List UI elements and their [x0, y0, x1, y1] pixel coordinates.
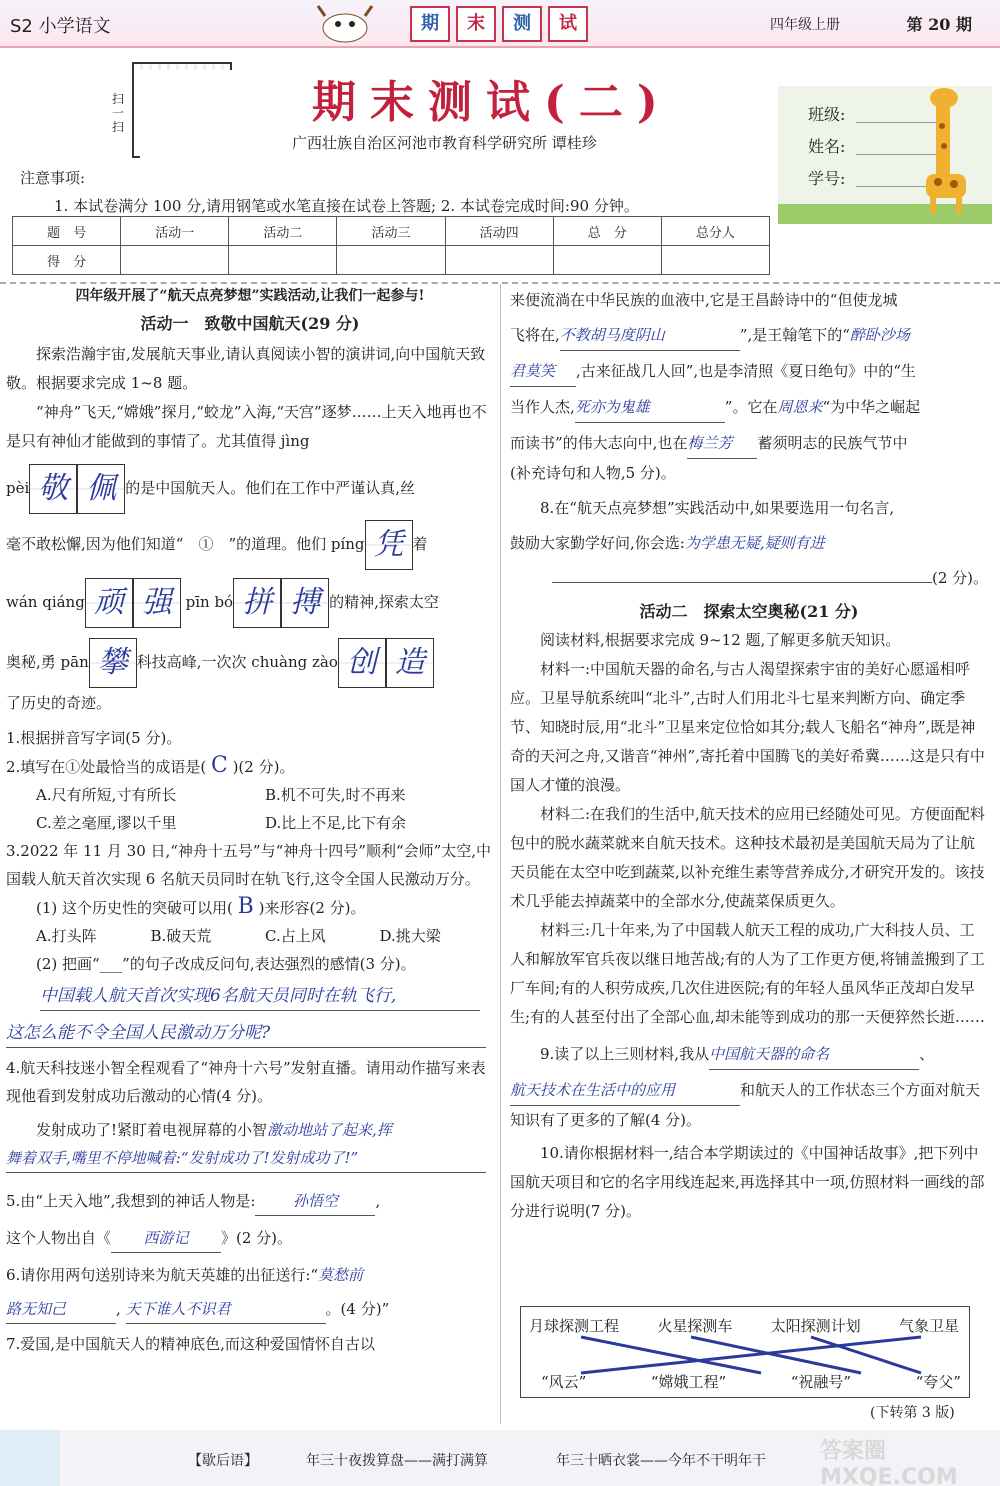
answer-5-2[interactable]: 西游记: [111, 1224, 221, 1253]
intro-line: 四年级开展了“航天点亮梦想”实践活动,让我们一起参与!: [75, 288, 425, 304]
giraffe-icon: [918, 86, 974, 216]
answer-3-2-line2[interactable]: 这怎么能不令全国人民激动万分呢?: [6, 1019, 486, 1048]
answer-7-3[interactable]: 君莫笑: [510, 357, 576, 387]
notes-line: 1. 本试卷满分 100 分,请用钢笔或水笔直接在试卷上答题; 2. 本试卷完成时间:90 分钟。: [54, 197, 639, 215]
material-3: 材料三:几十年来,为了中国载人航天工程的成功,广大科技人员、工人和解放军官兵夜以继日地苦战;有的人为了工作更方便,将铺盖搬到了工厂车间;有的人积劳成疾,几次住进医院;有的年轻人虽风华正茂却白发早生;有的人甚至付出了全部心血,却未能等到成功的那一天便猝然长逝……: [510, 921, 985, 1026]
footer-saying-1: 年三十夜拨算盘——满打满算: [306, 1453, 488, 1469]
tag-4: 试: [548, 6, 588, 42]
material-2: 材料二:在我们的生活中,航天技术的应用已经随处可见。方便面配料包中的脱水蔬菜就来自航天技术。这种技术最初是美国航天局为了让航天员能在太空中吃到蔬菜,以补充维生素等营养成分,才研究开发的。该技术几乎能去掉蔬菜中的全部水分,使蔬菜保质更久。: [510, 805, 985, 910]
cell: 总 分: [553, 217, 661, 246]
notes: [20, 164, 639, 220]
watermark: 答案圈 MXQE.COM: [820, 1439, 958, 1486]
match-bottom-item[interactable]: “嫦娥工程”: [650, 1373, 727, 1391]
score-table-row: [13, 246, 770, 275]
matching-box: [520, 1306, 970, 1398]
answer-4-line1[interactable]: 激动地站了起来,挥: [267, 1120, 392, 1139]
footer-label: 【歇后语】: [188, 1453, 258, 1469]
answer-6-1[interactable]: 莫愁前: [318, 1265, 364, 1284]
match-bottom-item[interactable]: “风云”: [541, 1373, 587, 1391]
answer-box[interactable]: 佩: [77, 464, 125, 514]
question-3: 3.2022 年 11 月 30 日,“神舟十五号”与“神舟十四号”顺利“会师”太空,中国载人航天首次实现 6 名航天员同时在轨飞行,这令全国人民激动万分。: [6, 841, 492, 888]
text: 飞将在,: [510, 326, 560, 344]
cell: 活动三: [337, 217, 445, 246]
left-column: 四年级开展了“航天点亮梦想”实践活动,让我们一起参与! 活动一 致敬中国航天(29 分) 探索浩瀚宇宙,发展航天事业,请认真阅读小智的演讲词,向中国航天致敬。根据要求完成 1~8 题。 “神舟”飞天,“嫦娥”探月,“蛟龙”入海,“天宫”逐梦……上天入地再也不是只有神仙才能做到的事情了。尤其值得 jìng pèi 敬 佩 的是中国航天人。他们在工作中严谨认真,丝 毫不敢松懈,因为他们知道“ ① ”的道理。他们 píng 凭 着 wán qiáng 顽 强 pīn bó 拼 搏 的精神,探索太空 奥秘,勇 pān 攀 科技高峰,一次次 chuàng zào 创 造 了历史的奇迹。 1.根据拼音写字词(5 分)。 2.填写在①处最恰当的成语是( C )(2 分)。 A.尺有所短,寸有所长 B.机不可失,时不再来 C.差之毫厘,谬以千里 D.比上不足,比下有余 3.2022 年 11 月 30 日,“神舟十五号”与“神舟十四号”顺利“会师”太空,中国载人航天首次实现 6 名航天员同时在轨飞行,这令全国人民激动万分。 (1) 这个历史性的突破可以用( B )来形容(2 分)。 A.打头阵 B.破天荒 C.占上风 D.挑大梁 (2) 把画“___”的句子改成反问句,表达强烈的感情(3 分)。 中国载人航天首次实现6名航天员同时在轨飞行, 这怎么能不令全国人民激动万分呢? 4.航天科技迷小智全程观看了“神舟十六号”发射直播。请用动作描写来表现他看到发射成功后激动的心情(4 分)。 发射成功了!紧盯着电视屏幕的小智激动地站了起来,挥 舞着双手,嘴里不停地喊着:“发射成功了!发射成功了!” 5.由“上天入地”,我想到的神话人物是: 孙悟空 , 这个人物出自《 西游记 》(2 分)。 6.请你用两句送别诗来为航天英雄的出征送行:“莫愁前 路无知己 , 天下谁人不识君 。(4 分)” 7.爱国,是中国航天人的精神底色,而这种爱国情怀自古以: [6, 286, 494, 1358]
tag-1: 期: [410, 6, 450, 42]
score-input[interactable]: [553, 246, 661, 275]
issue-number: 第 20 期: [906, 15, 972, 34]
question-2: 2.填写在①处最恰当的成语是(: [6, 757, 207, 776]
column-divider: [500, 284, 501, 1424]
option: D.比上不足,比下有余: [265, 813, 407, 832]
answer-box[interactable]: 创: [338, 638, 386, 688]
question-3-1: (1) 这个历史性的突破可以用(: [36, 898, 233, 917]
question-5: 5.由“上天入地”,我想到的神话人物是:: [6, 1191, 256, 1210]
notes-heading: 注意事项:: [20, 169, 86, 187]
grade-label: 四年级上册: [770, 17, 840, 33]
answer-6-2[interactable]: 路无知己: [6, 1295, 116, 1324]
speech-text: 着: [412, 535, 428, 554]
speech-text: 科技高峰,一次次 chuàng zào: [136, 653, 338, 672]
text: 蓄须明志的民族气节中: [757, 434, 908, 452]
option: C.占上风: [265, 926, 326, 945]
tag-2: 末: [456, 6, 496, 42]
text: 而读书”的伟大志向中,也在: [510, 434, 688, 452]
question-3-2: (2) 把画“___”的句子改成反问句,表达强烈的感情(3 分)。: [36, 954, 416, 973]
option: C.差之毫厘,谬以千里: [36, 813, 177, 832]
cell: 题 号: [13, 217, 121, 246]
question-9-end: 和航天人的工作状态三个方面对航天知识有了更多的了解(4 分)。: [510, 1081, 981, 1129]
qr-mask: [140, 70, 270, 160]
tag-3: 测: [502, 6, 542, 42]
activity-1-intro: 探索浩瀚宇宙,发展航天事业,请认真阅读小智的演讲词,向中国航天致敬。根据要求完成 1~8 题。: [6, 345, 486, 393]
question-9: 9.读了以上三则材料,我从: [540, 1045, 710, 1063]
cell: 活动二: [229, 217, 337, 246]
right-column: 来便流淌在中华民族的血液中,它是王昌龄诗中的“但使龙城 飞将在,不教胡马度阴山 ”,是王翰笔下的“醉卧沙场 君莫笑 ,古来征战几人回”,也是李清照《夏日绝句》中的“生 当作人杰,死亦为鬼雄 ”。它在周恩来“为中华之崛起 而读书”的伟大志向中,也在梅兰芳 蓄须明志的民族气节中 (补充诗句和人物,5 分)。 8.在“航天点亮梦想”实践活动中,如果要选用一句名言, 鼓励大家勤学好问,你会选:为学患无疑,疑则有进 (2 分)。 活动二 探索太空奥秘(21 分) 阅读材料,根据要求完成 9~12 题,了解更多航天知识。 材料一:中国航天器的命名,与古人渴望探索宇宙的美好心愿遥相呼应。卫星导航系统叫“北斗”,古时人们用北斗七星来判断方向、确定季节、知晓时辰,用“北斗”卫星来定位恰如其分;载人飞船名“神舟”,既是神奇的天河之舟,又谐音“神州”,寄托着中国腾飞的美好希冀……这是只有中国人才懂的浪漫。 材料二:在我们的生活中,航天技术的应用已经随处可见。方便面配料包中的脱水蔬菜就来自航天技术。这种技术最初是美国航天局为了让航天员能在太空中吃到蔬菜,以补充维生素等营养成分,才研究开发的。该技术几乎能去掉蔬菜中的全部水分,使蔬菜保质更久。 材料三:几十年来,为了中国载人航天工程的成功,广大科技人员、工人和解放军官兵夜以继日地苦战;有的人为了工作更方便,将铺盖搬到了工厂车间;有的人积劳成疾,几次住进医院;有的年轻人虽风华正茂却白发早生;有的人甚至付出了全部心血,却未能等到成功的那一天便猝然长逝…… 9.读了以上三则材料,我从中国航天器的命名 、 航天技术在生活中的应用 和航天人的工作状态三个方面对航天知识有了更多的了解(4 分)。 10.请你根据材料一,结合本学期读过的《中国神话故事》,把下列中国航天项目和它的名字用线连起来,再选择其中一项,仿照材料一画线的部分进行说明(7 分)。: [510, 286, 988, 1226]
page-footer: [0, 1430, 1000, 1486]
question-10: 10.请你根据材料一,结合本学期读过的《中国神话故事》,把下列中国航天项目和它的名字用线连起来,再选择其中一项,仿照材料一画线的部分进行说明(7 分)。: [510, 1144, 985, 1220]
name-label: 姓名:: [808, 137, 846, 156]
answer-7-4[interactable]: 死亦为鬼雄: [575, 393, 725, 423]
cell: 活动四: [445, 217, 553, 246]
answer-box[interactable]: 强: [133, 578, 181, 628]
speech-text: 的是中国航天人。他们在工作中严谨认真,丝: [125, 479, 416, 498]
match-top-item[interactable]: 月球探测工程: [529, 1317, 620, 1335]
cell: 总分人: [661, 217, 769, 246]
speech-end: 了历史的奇迹。: [6, 694, 112, 713]
question-8: 8.在“航天点亮梦想”实践活动中,如果要选用一句名言,: [540, 499, 895, 517]
text: 鼓励大家勤学好问,你会选:: [510, 534, 685, 552]
subject-label: S2 小学语文: [10, 16, 111, 37]
cell: 活动一: [121, 217, 229, 246]
speech-text: 的精神,探索太空: [329, 593, 439, 612]
text: (补充诗句和人物,5 分)。: [510, 464, 676, 482]
score-input[interactable]: [445, 246, 553, 275]
cell: 得 分: [13, 246, 121, 275]
text: (2 分)。: [931, 569, 988, 587]
text: “为中华之崛起: [822, 398, 921, 416]
score-input[interactable]: [337, 246, 445, 275]
answer-3-1[interactable]: B: [237, 893, 254, 919]
answer-9-2[interactable]: 航天技术在生活中的应用: [510, 1076, 740, 1106]
question-6: 6.请你用两句送别诗来为航天英雄的出征送行:“: [6, 1265, 319, 1284]
question-2-end: )(2 分)。: [232, 757, 295, 776]
answer-box[interactable]: 攀: [89, 638, 137, 688]
option: A.打头阵: [36, 926, 97, 945]
match-bottom-item[interactable]: “祝融号”: [790, 1373, 852, 1391]
speech-text: 奥秘,勇 pān: [6, 653, 89, 672]
question-6-end: 。(4 分)”: [325, 1299, 390, 1318]
activity-2-intro: 阅读材料,根据要求完成 9~12 题,了解更多航天知识。: [540, 631, 901, 649]
answer-box[interactable]: 拼: [233, 578, 281, 628]
answer-9-1[interactable]: 中国航天器的命名: [709, 1040, 919, 1070]
answer-box[interactable]: 造: [386, 638, 434, 688]
class-label: 班级:: [808, 105, 846, 124]
answer-7-5[interactable]: 周恩来: [777, 398, 823, 416]
question-5-end: 》(2 分)。: [221, 1228, 293, 1247]
match-top-item[interactable]: 火星探测车: [657, 1317, 733, 1335]
question-3-1-end: )来形容(2 分)。: [258, 898, 366, 917]
balloon-icon: [0, 1430, 60, 1486]
author-line: 广西壮族自治区河池市教育科学研究所 谭桂珍: [292, 134, 597, 152]
question-5-b: 这个人物出自《: [6, 1228, 112, 1247]
pinyin: pèi: [6, 479, 30, 498]
option: B.机不可失,时不再来: [265, 785, 406, 804]
activity-2-title: 活动二 探索太空奥秘(21 分): [639, 602, 859, 621]
cow-mascot-icon: [300, 2, 390, 46]
page-title: 期末测试(二): [312, 77, 672, 128]
material-1: 材料一:中国航天器的命名,与古人渴望探索宇宙的美好心愿遥相呼应。卫星导航系统叫“北斗”,古时人们用北斗七星来判断方向、确定季节、知晓时辰,用“北斗”卫星来定位恰如其分;载人飞船名“神舟”,既是神奇的天河之舟,又谐音“神州”,寄托着中国腾飞的美好希冀……这是只有中国人才懂的浪漫。: [510, 660, 985, 794]
score-input[interactable]: [229, 246, 337, 275]
answer-4-line2[interactable]: 舞着双手,嘴里不停地喊着:“发射成功了!发射成功了!”: [6, 1144, 486, 1173]
score-input[interactable]: [121, 246, 229, 275]
activity-1-title: 活动一 致敬中国航天(29 分): [140, 313, 360, 333]
answer-7-6[interactable]: 梅兰芳: [687, 429, 757, 459]
scan-label: 扫一扫: [112, 92, 125, 134]
score-table-header-row: [13, 217, 770, 246]
answer-box[interactable]: 凭: [365, 520, 413, 570]
option: D.挑大梁: [379, 926, 441, 945]
id-label: 学号:: [808, 169, 846, 188]
answer-3-2-line1[interactable]: 中国载人航天首次实现6名航天员同时在轨飞行,: [40, 982, 480, 1011]
match-top-item[interactable]: 太阳探测计划: [770, 1317, 861, 1335]
match-bottom-item[interactable]: “夸父”: [915, 1373, 961, 1391]
page-header: [0, 0, 1000, 48]
pinyin: wán qiáng: [6, 593, 85, 612]
text: 当作人杰,: [510, 398, 575, 416]
q7-continued: 来便流淌在中华民族的血液中,它是王昌龄诗中的“但使龙城: [510, 291, 898, 309]
turn-page-note: (下转第 3 版): [870, 1405, 955, 1421]
footer-saying-2: 年三十晒衣裳——今年不干明年干: [556, 1453, 766, 1469]
speech-text: 毫不敢松懈,因为他们知道“ ① ”的道理。他们 píng: [6, 535, 365, 554]
text: ,古来征战几人回”,也是李清照《夏日绝句》中的“生: [576, 362, 916, 380]
text: ”。它在: [724, 398, 778, 416]
score-table: [12, 216, 770, 275]
speech-paragraph: “神舟”飞天,“嫦娥”探月,“蛟龙”入海,“天宫”逐梦……上天入地再也不是只有神仙才能做到的事情了。尤其值得 jìng: [6, 403, 487, 451]
option: B.破天荒: [150, 926, 212, 945]
answer-8[interactable]: 为学患无疑,疑则有进: [684, 534, 825, 552]
score-input[interactable]: [661, 246, 769, 275]
answer-2[interactable]: C: [210, 752, 228, 778]
match-top-item[interactable]: 气象卫星: [898, 1317, 959, 1335]
answer-6-3[interactable]: 天下谁人不识君: [126, 1295, 326, 1324]
answer-7-2[interactable]: 醉卧沙场: [849, 326, 910, 344]
pinyin: pīn bó: [185, 593, 234, 612]
question-7: 7.爱国,是中国航天人的精神底色,而这种爱国情怀自古以: [6, 1334, 375, 1353]
question-4: 4.航天科技迷小智全程观看了“神舟十六号”发射直播。请用动作描写来表现他看到发射成功后激动的心情(4 分)。: [6, 1058, 486, 1105]
answer-7-1[interactable]: 不教胡马度阴山: [560, 321, 740, 351]
answer-box[interactable]: 搏: [281, 578, 329, 628]
question-1: 1.根据拼音写字词(5 分)。: [6, 728, 182, 747]
text: ”,是王翰笔下的“: [739, 326, 850, 344]
option: A.尺有所短,寸有所长: [36, 785, 177, 804]
answer-5-1[interactable]: 孙悟空: [255, 1187, 375, 1216]
answer-box[interactable]: 顽: [85, 578, 133, 628]
question-4-lead: 发射成功了!紧盯着电视屏幕的小智: [36, 1120, 268, 1139]
answer-box[interactable]: 敬: [29, 464, 77, 514]
